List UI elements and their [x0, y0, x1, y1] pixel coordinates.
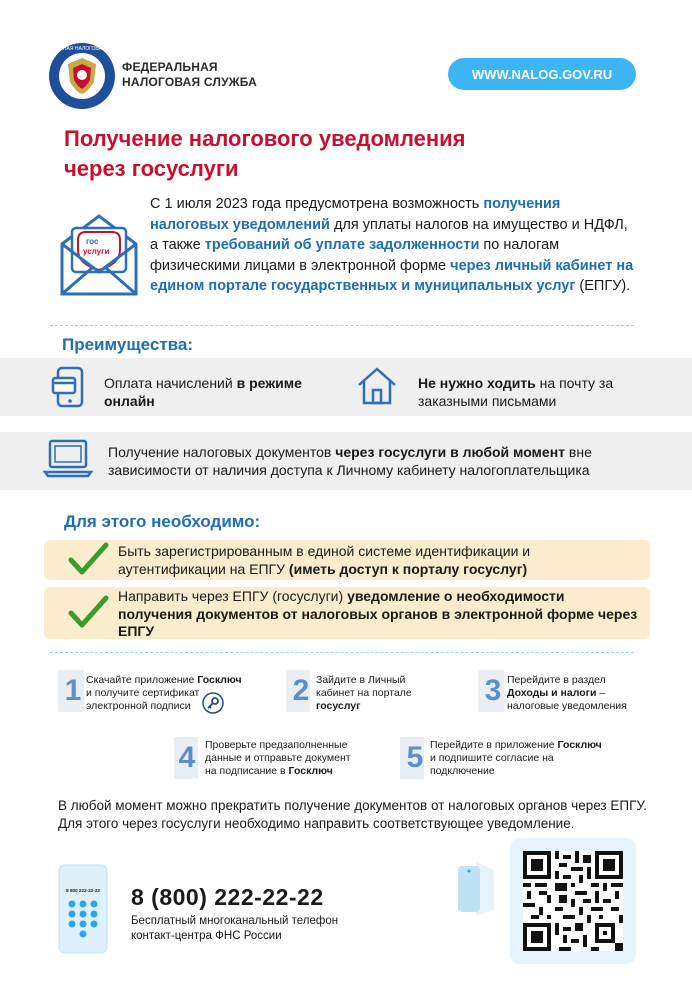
intro-text-2: для уплаты налогов на имущество и НДФЛ, а также	[150, 216, 628, 253]
step-2-a: Зайдите в Личный кабинет на портале	[316, 674, 412, 699]
advantage-anytime-access	[108, 443, 668, 479]
step-5-number: 5	[406, 741, 424, 774]
checkmark-icon	[68, 542, 108, 578]
hotline-desc-line2: контакт-центра ФНС России	[131, 930, 282, 942]
intro-text-1: С 1 июля 2023 года предусмотрена возможность	[150, 196, 484, 212]
envelope-label-uslugi: услуги	[83, 247, 110, 256]
hotline-description	[131, 914, 338, 944]
phone-scan-icon	[456, 860, 494, 918]
divider	[50, 325, 634, 326]
requirement-registration	[44, 540, 650, 580]
intro-highlight-portal: через личный кабинет на едином портале государственных и муниципальных услуг	[150, 257, 634, 294]
title-line1: Получение налогового уведомления	[64, 126, 466, 151]
requirement-2-text	[118, 588, 638, 641]
advantage-no-post-office	[418, 374, 648, 410]
laptop-icon	[44, 438, 92, 478]
advantage-3-tail: вне зависимости от наличия доступа к Личному кабинету налогоплательщика	[108, 444, 592, 478]
house-icon	[356, 366, 398, 406]
logo-ring-text: ФЕДЕРАЛЬНАЯ НАЛОГОВАЯ СЛУЖБА	[36, 46, 128, 52]
step-1-b: Госключ	[197, 674, 242, 686]
hotline-number[interactable]: 8 (800) 222-22-22	[131, 884, 324, 910]
step-1-a: Скачайте приложение	[86, 674, 198, 686]
advantage-2-text: на почту за заказными письмами	[418, 375, 614, 409]
step-5-c: и подпишите согласие на подключение	[430, 752, 554, 777]
qr-code-image[interactable]	[523, 851, 623, 951]
step-2-text	[316, 674, 426, 713]
requirement-1-bold: (иметь доступ к порталу госуслуг)	[288, 560, 528, 577]
checkmark-icon	[68, 595, 108, 631]
step-4-number: 4	[178, 741, 196, 774]
title-line2: через госуслуги	[64, 156, 239, 181]
org-line1: ФЕДЕРАЛЬНАЯ	[122, 60, 218, 74]
requirement-2-bold: уведомление о необходимости получения документов от налоговых органов в электронной форме через ЕПГУ	[118, 588, 638, 639]
intro-text-4: (ЕПГУ).	[575, 278, 631, 294]
card-phone-icon	[52, 366, 86, 408]
step-3-text	[507, 674, 647, 713]
key-icon	[202, 692, 224, 714]
qr-code-panel[interactable]	[510, 838, 636, 964]
step-3-b: Доходы и налоги	[507, 687, 597, 699]
advantage-1-text: Оплата начислений	[104, 375, 237, 391]
opt-out-note: В любой момент можно прекратить получение документов от налоговых органов через ЕПГУ. Для этого через госуслуги необходимо направить соответствующее уведомление.	[58, 798, 647, 831]
page-title	[64, 124, 624, 184]
intro-text-3: по налогам физическими лицами в электронной форме	[150, 237, 560, 274]
advantage-3-text: Получение налоговых документов	[108, 444, 336, 460]
step-5-a: Перейдите в приложение	[430, 739, 558, 751]
requirements-title: Для этого необходимо:	[64, 512, 261, 531]
step-5-text	[430, 739, 610, 778]
step-3-a: Перейдите в раздел	[507, 674, 606, 686]
website-link-button[interactable]: WWW.NALOG.GOV.RU	[448, 58, 636, 90]
step-4-b: Госключ	[288, 765, 333, 777]
requirement-1-text	[118, 543, 638, 578]
step-5-b: Госключ	[557, 739, 602, 751]
hotline-desc-line1: Бесплатный многоканальный телефон	[131, 915, 339, 927]
advantages-title: Преимущества:	[62, 335, 194, 354]
fns-logo-emblem	[36, 42, 128, 110]
org-line2: НАЛОГОВАЯ СЛУЖБА	[122, 75, 258, 89]
step-3-c: – налоговые уведомления	[507, 687, 627, 712]
step-3-number: 3	[484, 674, 502, 707]
advantage-3-bold: через госуслуги в любой момент	[335, 444, 566, 460]
org-name	[122, 60, 257, 90]
step-1-number: 1	[64, 674, 82, 707]
advantage-1-bold: в режиме онлайн	[104, 375, 302, 409]
phone-keypad-icon	[58, 864, 108, 954]
advantage-2-bold: Не нужно ходить	[418, 375, 536, 391]
step-1-c: и получите сертификат электронной подписи	[86, 687, 200, 712]
divider	[50, 652, 634, 653]
requirement-1-plain: Быть зарегистрированным в единой системе идентификации и аутентификации на ЕПГУ	[118, 543, 531, 577]
intro-paragraph	[150, 194, 638, 297]
intro-highlight-notices: получения налоговых уведомлений	[150, 196, 561, 233]
envelope-label-gos: гос	[86, 237, 99, 246]
requirement-notification	[44, 587, 650, 639]
gosuslugi-envelope-icon	[58, 210, 140, 298]
advantage-online-payment	[104, 374, 334, 410]
intro-highlight-debt: требований об уплате задолженности	[204, 237, 480, 253]
step-4-text	[205, 739, 365, 778]
phone-screen-number: 8 800 222-22-22	[66, 888, 100, 893]
step-2-number: 2	[292, 674, 310, 707]
requirement-2-plain: Направить через ЕПГУ (госуслуги)	[118, 588, 348, 604]
step-4-a: Проверьте предзаполненные данные и отправьте документ на подписание в	[205, 739, 351, 777]
step-2-b: госуслуг	[316, 700, 361, 712]
